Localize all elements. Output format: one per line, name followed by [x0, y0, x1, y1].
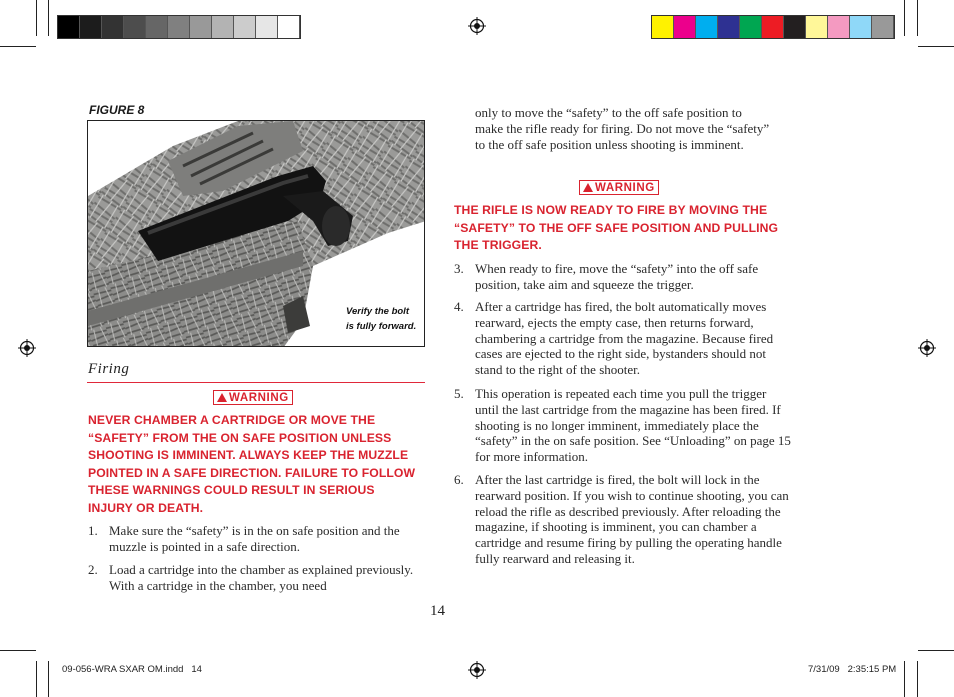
warning-badge-label: WARNING	[595, 181, 655, 194]
crop-mark	[0, 46, 36, 47]
color-swatch	[146, 16, 168, 38]
color-swatch	[102, 16, 124, 38]
list-item-text: After the last cartridge is fired, the bolt will lock in the rearward position. If you wish to continue shooting, you can reload the rifle as described previously. After reloading the magazine, if shooting is imminent, you can chamber a cartridge and resume firing by pulling the operating handle fully rearward and releasing it.	[475, 472, 789, 566]
section-heading: Firing	[88, 361, 130, 377]
footer-timestamp: 7/31/09 2:35:15 PM	[808, 664, 897, 675]
list-item-number: 4.	[454, 299, 464, 314]
warning-badge-label: WARNING	[229, 391, 289, 404]
color-swatch	[256, 16, 278, 38]
warning-badge	[579, 180, 659, 195]
list-item-text: After a cartridge has fired, the bolt automatically moves rearward, ejects the empty case, then returns forward, chambering a cartridge from the magazine. Because fired cases are ejected to the right side, bystanders should not stand to the right of the shooter.	[475, 299, 774, 378]
color-swatch	[718, 16, 740, 38]
grayscale-color-bar	[57, 15, 301, 39]
list-item-number: 1.	[88, 523, 98, 538]
warning-badge	[213, 390, 293, 405]
color-swatch	[784, 16, 806, 38]
color-swatch	[234, 16, 256, 38]
crop-mark	[48, 661, 49, 697]
color-swatch	[80, 16, 102, 38]
warning-triangle-icon	[217, 393, 227, 402]
color-swatch	[806, 16, 828, 38]
color-swatch	[278, 16, 300, 38]
registration-mark-icon	[918, 339, 936, 357]
process-color-bar	[651, 15, 895, 39]
crop-mark	[917, 661, 918, 697]
color-swatch	[762, 16, 784, 38]
color-swatch	[696, 16, 718, 38]
registration-mark-icon	[18, 339, 36, 357]
list-item-text: This operation is repeated each time you pull the trigger until the last cartridge from the magazine has been fired. If shooting is no longer imminent, immediately place the “safety” in the on safe position. See “Unloading” on page 15 for more information.	[475, 386, 791, 465]
list-item-number: 2.	[88, 562, 98, 577]
section-divider	[87, 382, 425, 383]
color-swatch	[850, 16, 872, 38]
list-item-number: 3.	[454, 261, 464, 276]
figure-caption: Verify the bolt is fully forward.	[346, 306, 417, 332]
crop-mark	[36, 0, 37, 36]
crop-mark	[0, 650, 36, 651]
list-item-text: When ready to fire, move the “safety” into the off safe position, take aim and squeeze the trigger.	[475, 261, 759, 292]
crop-mark	[917, 0, 918, 36]
color-swatch	[828, 16, 850, 38]
step-2-continuation: only to move the “safety” to the off safe position to make the rifle ready for firing. Do not move the “safety” to the off safe position unless shooting is imminent.	[475, 105, 770, 152]
footer-file-slug: 09-056-WRA SXAR OM.indd 14	[62, 664, 202, 675]
color-swatch	[652, 16, 674, 38]
warning-text: NEVER CHAMBER A CARTRIDGE OR MOVE THE “SAFETY” FROM THE ON SAFE POSITION UNLESS SHOOTING IS IMMINENT. ALWAYS KEEP THE MUZZLE POINTED IN A SAFE DIRECTION. FAILURE TO FOLLOW THESE WARNINGS COULD RESULT IN SERIOUS INJURY OR DEATH.	[88, 413, 416, 515]
crop-mark	[48, 0, 49, 36]
rifle-bolt-photo	[87, 120, 425, 347]
crop-mark	[904, 661, 905, 697]
crop-mark	[918, 650, 954, 651]
list-item-text: Load a cartridge into the chamber as explained previously. With a cartridge in the chamber, you need	[109, 562, 414, 593]
list-item-number: 5.	[454, 386, 464, 401]
list-item-text: Make sure the “safety” is in the on safe position and the muzzle is pointed in a safe direction.	[109, 523, 400, 554]
color-swatch	[212, 16, 234, 38]
color-swatch	[168, 16, 190, 38]
page-number: 14	[430, 603, 445, 619]
color-swatch	[740, 16, 762, 38]
color-swatch	[872, 16, 894, 38]
list-item-number: 6.	[454, 472, 464, 487]
color-swatch	[190, 16, 212, 38]
figure-label: FIGURE 8	[89, 103, 145, 117]
warning-text: THE RIFLE IS NOW READY TO FIRE BY MOVING THE “SAFETY” TO THE OFF SAFE POSITION AND PULLING THE TRIGGER.	[454, 203, 779, 252]
registration-mark-icon	[468, 17, 486, 35]
crop-mark	[918, 46, 954, 47]
crop-mark	[904, 0, 905, 36]
warning-triangle-icon	[583, 183, 593, 192]
registration-mark-icon	[468, 661, 486, 679]
color-swatch	[58, 16, 80, 38]
crop-mark	[36, 661, 37, 697]
color-swatch	[124, 16, 146, 38]
color-swatch	[674, 16, 696, 38]
